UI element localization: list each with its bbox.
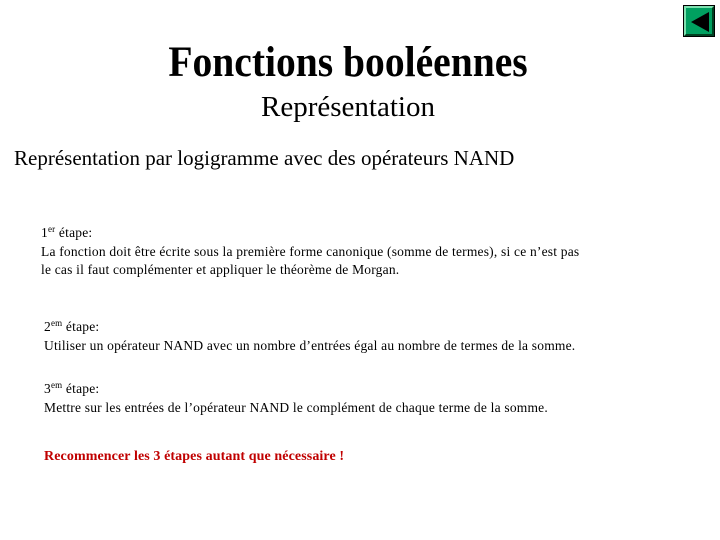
triangle-left-icon xyxy=(689,11,711,33)
step-1-line-1: La fonction doit être écrite sous la première forme canonique (somme de termes), si ce n’est pas xyxy=(41,243,580,259)
step-3-suffix: em xyxy=(50,380,63,390)
previous-slide-button[interactable] xyxy=(684,6,714,36)
reminder-note: Recommencer les 3 étapes autant que nécessaire ! xyxy=(44,449,345,464)
step-1-suffix: er xyxy=(47,224,56,234)
step-1-header xyxy=(41,224,579,243)
page-title: Fonctions booléennes xyxy=(168,39,528,86)
step-3 xyxy=(44,380,548,417)
step-2-suffix: em xyxy=(50,318,63,328)
step-3-header xyxy=(44,380,548,399)
step-2-number: 2 xyxy=(44,319,51,334)
step-1-number: 1 xyxy=(41,225,48,240)
section-heading: Représentation par logigramme avec des opérateurs NAND xyxy=(14,146,515,170)
step-3-label: étape: xyxy=(62,381,100,396)
step-2-line-1: Utiliser un opérateur NAND avec un nombre d’entrées égal au nombre de termes de la somme. xyxy=(44,337,576,353)
step-1-line-2: le cas il faut complémenter et appliquer le théorème de Morgan. xyxy=(41,262,400,277)
page-subtitle: Représentation xyxy=(261,91,435,123)
step-2-label: étape: xyxy=(62,319,100,334)
step-3-number: 3 xyxy=(44,381,51,396)
step-3-line-1: Mettre sur les entrées de l’opérateur NAND le complément de chaque terme de la somme. xyxy=(44,399,548,415)
step-1 xyxy=(41,224,579,280)
step-2-header xyxy=(44,318,575,337)
step-1-label: étape: xyxy=(55,225,93,240)
step-2 xyxy=(44,318,575,355)
